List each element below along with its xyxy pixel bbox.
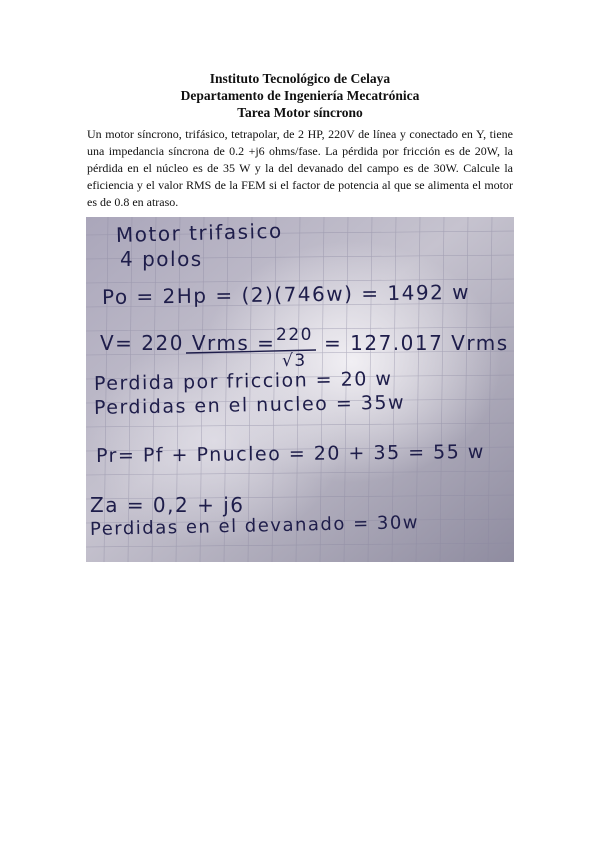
hw-voltage-left: V= 220 Vrms =: [100, 331, 276, 355]
document-header: [0, 70, 600, 121]
handwritten-content: [86, 217, 514, 562]
hw-title: Motor trifasico: [115, 218, 284, 247]
institution-title: Instituto Tecnológico de Celaya: [209, 71, 391, 86]
hw-voltage-numerator: 220: [276, 325, 313, 345]
hw-core-loss: Perdidas en el nucleo = 35w: [93, 391, 406, 419]
handwritten-notes-photo: [86, 217, 514, 562]
hw-voltage-result: = 127.017 Vrms: [324, 331, 509, 355]
hw-field-winding-loss: Perdidas en el devanado = 30w: [89, 512, 420, 540]
hw-poles: 4 polos: [120, 247, 203, 271]
hw-impedance: Za = 0,2 + j6: [90, 493, 245, 517]
problem-statement: Un motor síncrono, trifásico, tetrapolar, de 2 HP, 220V de línea y conectado en Y, tiene una impedancia síncrona de 0.2 +j6 ohms/fase. La pérdida por fricción es de 20W, la pérdida en el núcleo es de 35 W y la del devanado del campo es de 30W. Calcule la eficiencia y el valor RMS de la FEM si el factor de potencia al que se alimenta el motor es de 0.8 en atraso.: [87, 127, 513, 209]
hw-power-output: Po = 2Hp = (2)(746w) = 1492 w: [101, 279, 471, 309]
hw-voltage-denominator: √3: [282, 351, 307, 371]
hw-rotational-loss: Pr= Pf + Pnucleo = 20 + 35 = 55 w: [95, 440, 486, 467]
hw-friction-loss: Perdida por friccion = 20 w: [93, 367, 393, 395]
department-title: Departamento de Ingeniería Mecatrónica: [180, 88, 420, 103]
assignment-title: Tarea Motor síncrono: [237, 105, 363, 120]
